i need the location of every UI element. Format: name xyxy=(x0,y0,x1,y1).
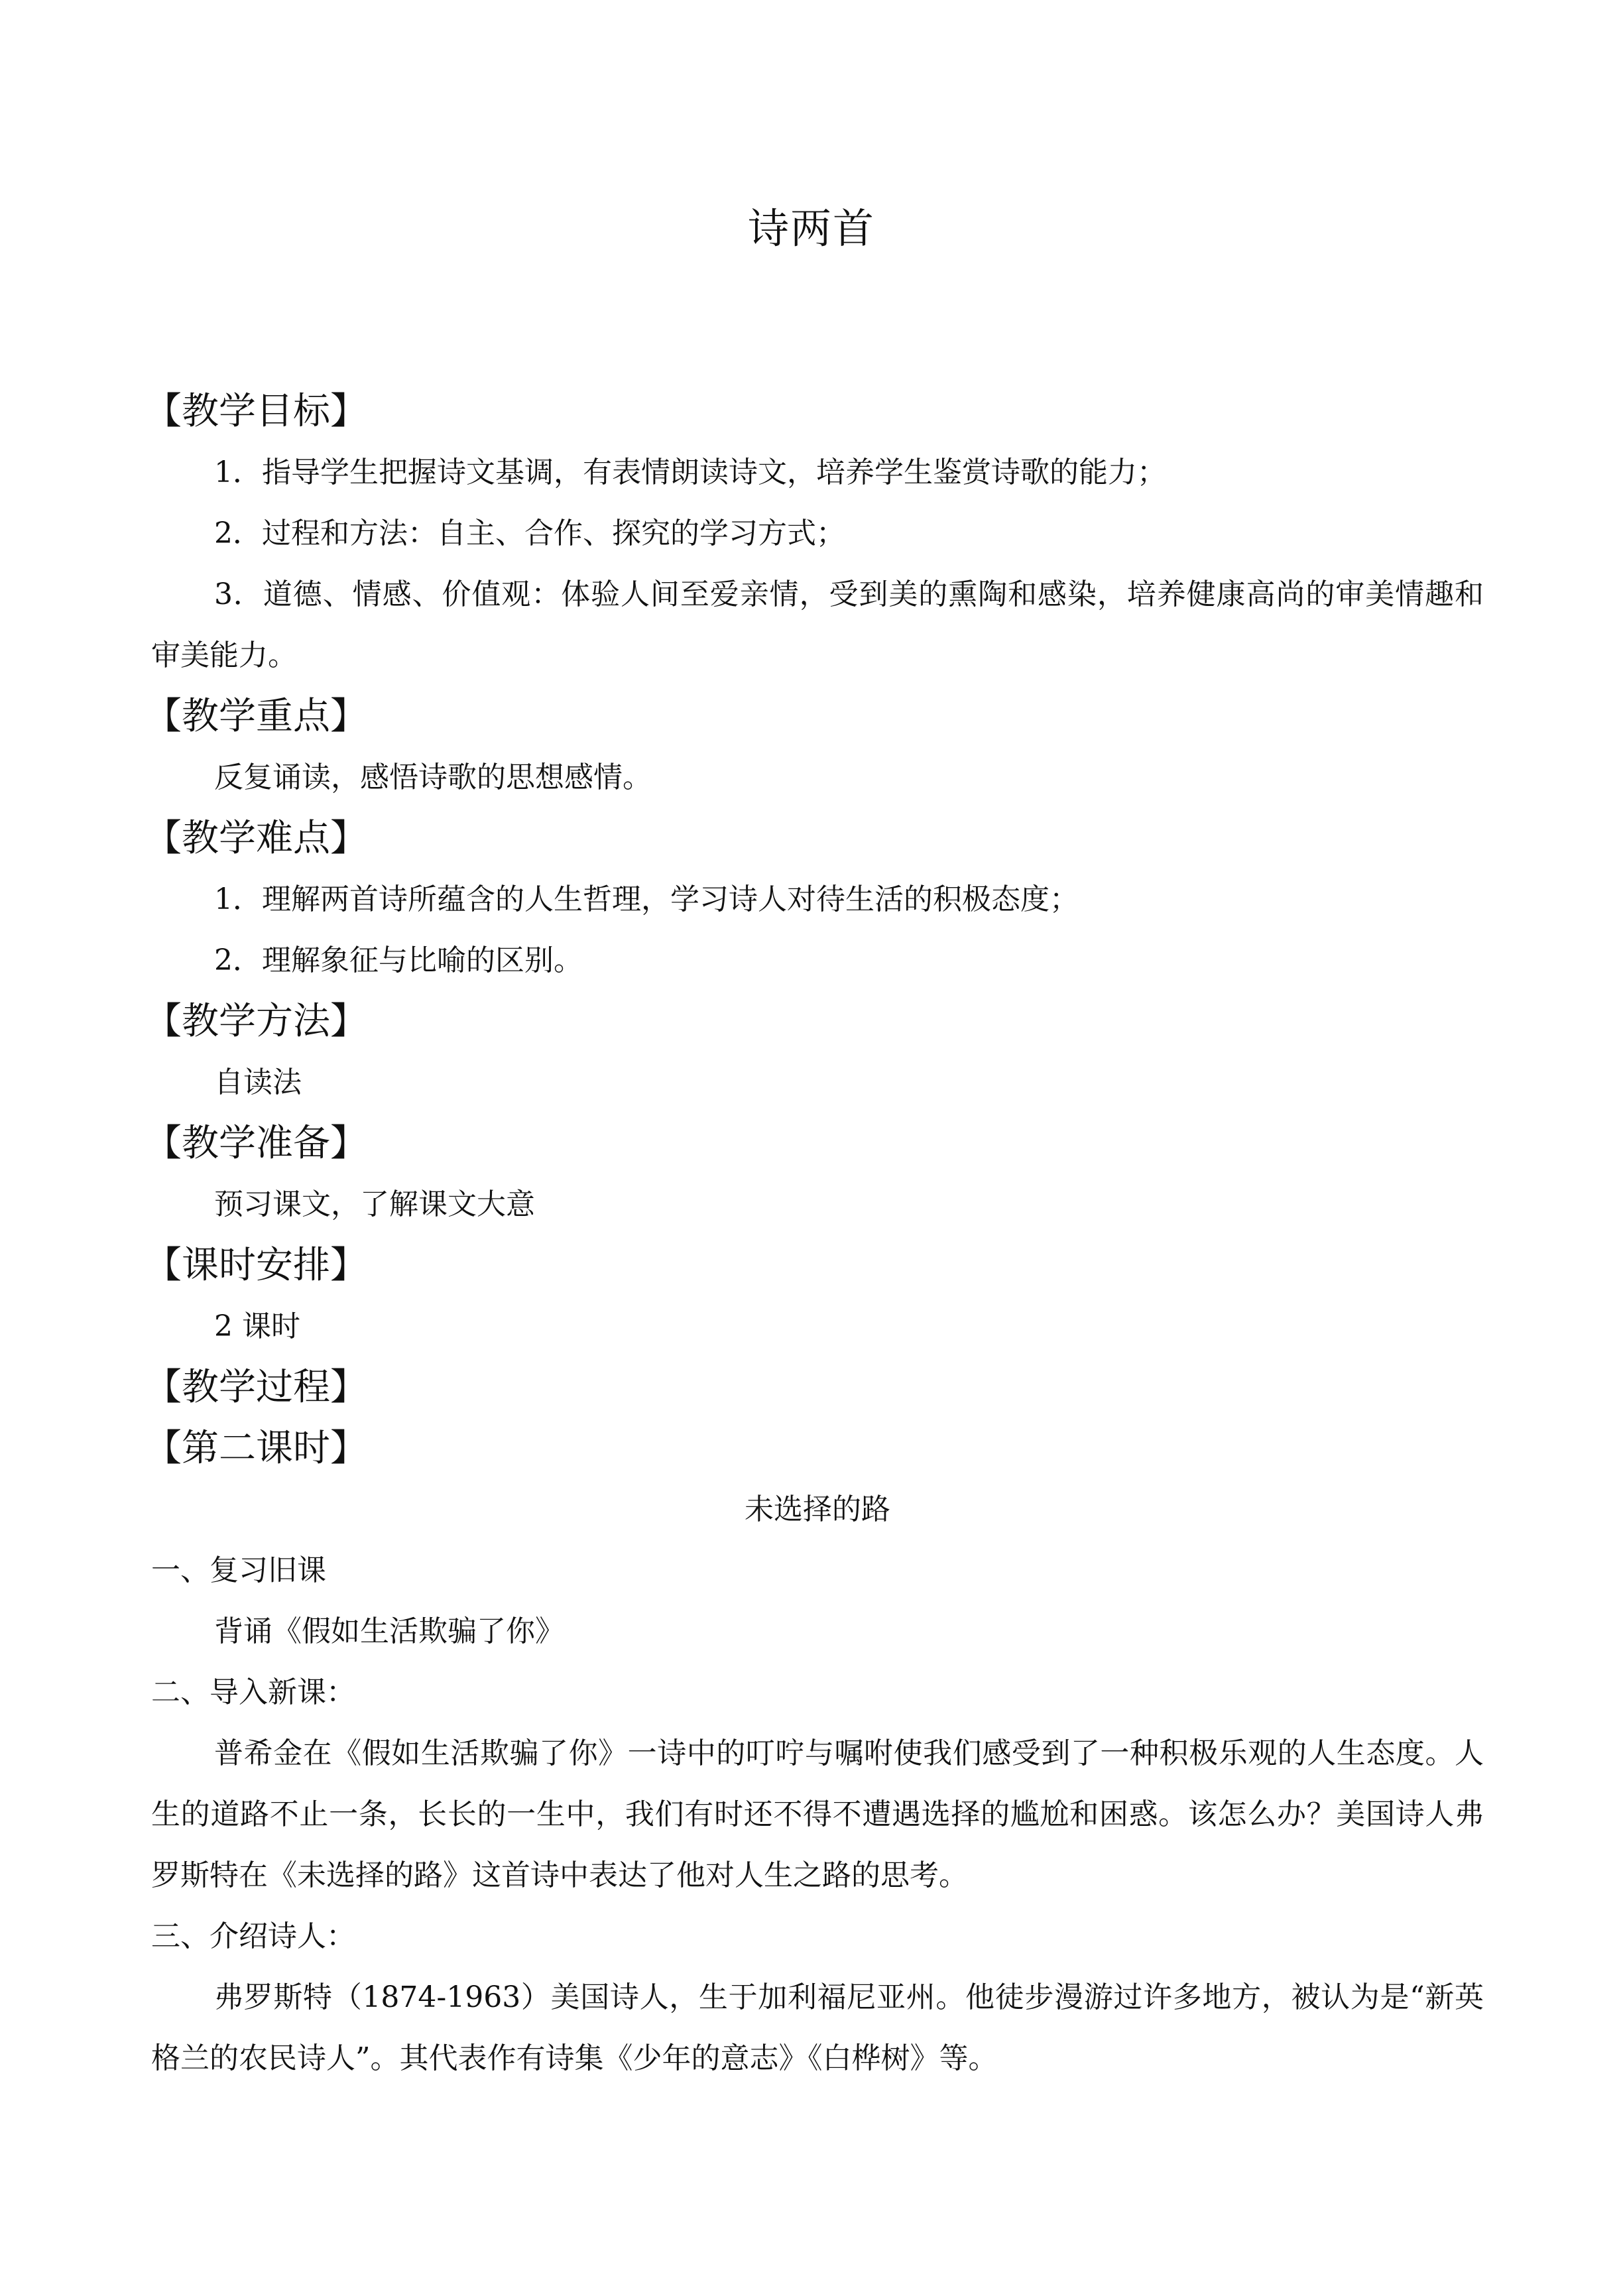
preparation-heading: 【教学准备】 xyxy=(145,1122,367,1165)
step-label: 二、导入新课： xyxy=(151,1675,355,1709)
schedule-text: 2 课时 xyxy=(214,1309,300,1343)
objective-item: 3．道德、情感、价值观：体验人间至爱亲情，受到美的熏陶和感染，培养健康高尚的审美情趣和审美能力。 xyxy=(151,577,1484,672)
difficulty-item: 2．理解象征与比喻的区别。 xyxy=(214,943,583,977)
method-text: 自读法 xyxy=(214,1065,302,1099)
step-text: 背诵《假如生活欺骗了你》 xyxy=(214,1614,564,1648)
preparation-text: 预习课文，了解课文大意 xyxy=(214,1187,535,1221)
method-heading: 【教学方法】 xyxy=(145,1000,367,1043)
difficulty-item: 1．理解两首诗所蕴含的人生哲理，学习诗人对待生活的积极态度； xyxy=(214,882,1079,916)
poem-title: 未选择的路 xyxy=(745,1492,890,1526)
difficulties-heading: 【教学难点】 xyxy=(145,817,367,860)
objective-item: 1．指导学生把握诗文基调，有表情朗读诗文，培养学生鉴赏诗歌的能力； xyxy=(214,455,1166,489)
step-label: 三、介绍诗人： xyxy=(151,1919,355,1953)
process-heading: 【教学过程】 xyxy=(145,1366,367,1409)
document-title: 诗两首 xyxy=(747,204,875,253)
second-lesson-heading: 【第二课时】 xyxy=(145,1427,367,1470)
document-content xyxy=(145,381,1484,2089)
step-text: 普希金在《假如生活欺骗了你》一诗中的叮咛与嘱咐使我们感受到了一种积极乐观的人生态度。人生的道路不止一条，长长的一生中，我们有时还不得不遭遇选择的尴尬和困惑。该怎么办？美国诗人弗罗斯特在《未选择的路》这首诗中表达了他对人生之路的思考。 xyxy=(151,1736,1484,1892)
objective-item: 2．过程和方法：自主、合作、探究的学习方式； xyxy=(214,516,845,550)
schedule-heading: 【课时安排】 xyxy=(145,1244,367,1287)
key-points-text: 反复诵读，感悟诗歌的思想感情。 xyxy=(214,760,652,794)
key-points-heading: 【教学重点】 xyxy=(145,695,367,738)
step-text: 弗罗斯特（1874-1963）美国诗人，生于加利福尼亚州。他徒步漫游过许多地方，被认为是“新英格兰的农民诗人”。其代表作有诗集《少年的意志》《白桦树》等。 xyxy=(151,1980,1484,2075)
step-label: 一、复习旧课 xyxy=(151,1553,326,1587)
objectives-heading: 【教学目标】 xyxy=(145,390,367,433)
